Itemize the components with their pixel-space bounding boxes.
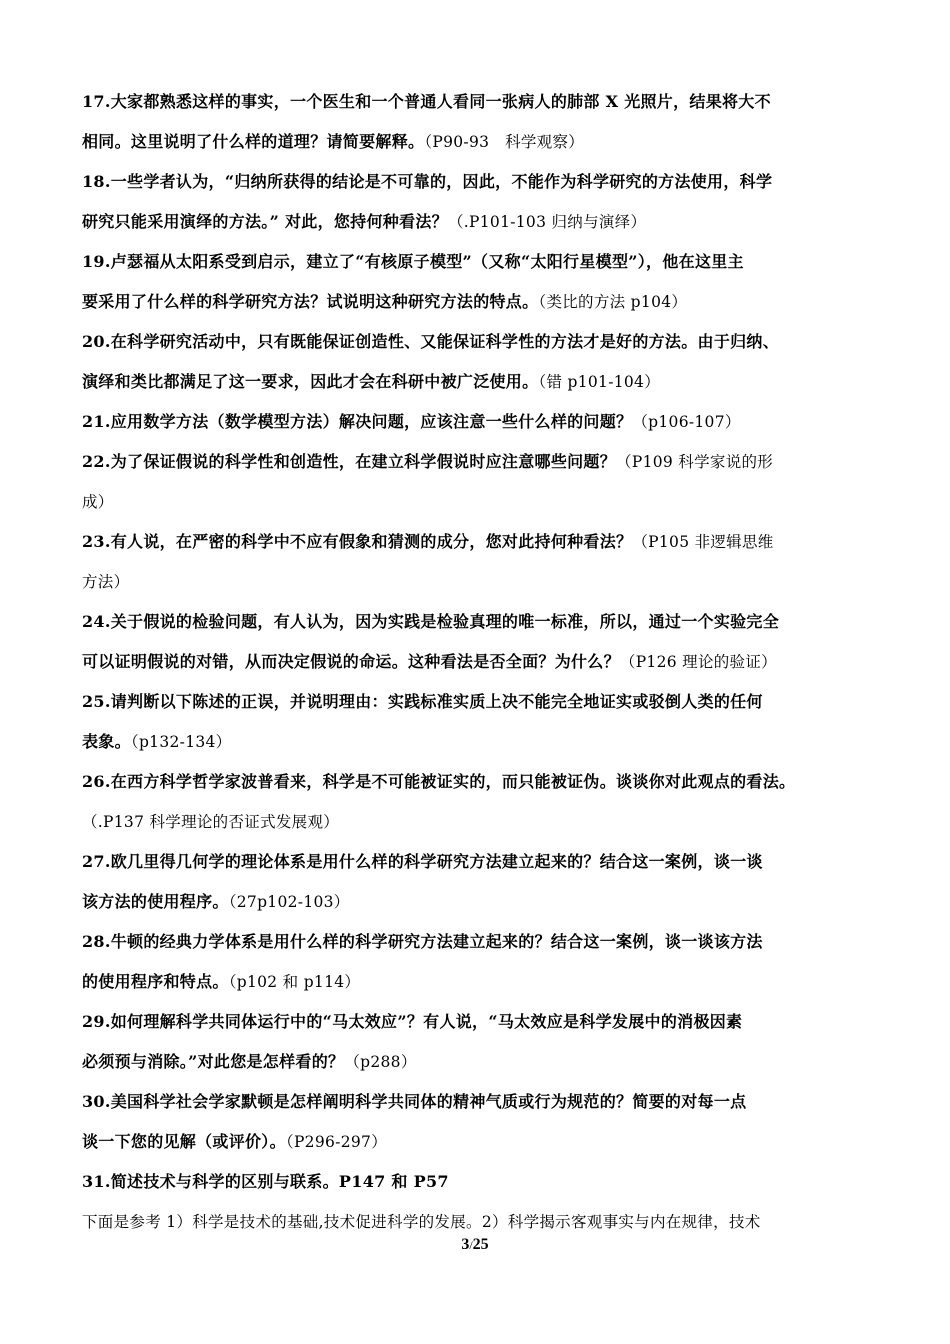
- text-line: [82, 682, 872, 722]
- question-text: 要采用了什么样的科学研究方法？试说明这种研究方法的特点。: [82, 292, 539, 311]
- text-line: [82, 402, 872, 442]
- text-line: [82, 1002, 872, 1042]
- text-line: [82, 322, 872, 362]
- question-text: 可以证明假说的对错，从而决定假说的命运。这种看法是否全面？为什么？: [82, 652, 620, 671]
- text-line: [82, 802, 872, 842]
- text-line: [82, 202, 872, 242]
- question-text: 19.卢瑟福从太阳系受到启示，建立了“有核原子模型”（又称“太阳行星模型”），他在这里主: [82, 252, 744, 271]
- question-text: 30.美国科学社会学家默顿是怎样阐明科学共同体的精神气质或行为规范的？简要的对每一点: [82, 1092, 747, 1111]
- text-line: [82, 362, 872, 402]
- question-text: 相同。这里说明了什么样的道理？请简要解释。: [82, 132, 425, 151]
- reference-note: （类比的方法 p104）: [538, 293, 688, 311]
- reference-note: （错 p101-104）: [538, 373, 661, 391]
- question-text: 17.大家都熟悉这样的事实，一个医生和一个普通人看同一张病人的肺部 X 光照片，结果将大不: [82, 92, 771, 111]
- page-separator: /: [469, 1238, 473, 1252]
- document-body: [82, 82, 872, 1242]
- text-line: [82, 1042, 872, 1082]
- text-line: [82, 482, 872, 522]
- text-line: [82, 882, 872, 922]
- text-line: [82, 162, 872, 202]
- question-text: 31.简述技术与科学的区别与联系。P147 和 P57: [82, 1172, 449, 1191]
- text-line: [82, 762, 872, 802]
- text-line: [82, 722, 872, 762]
- total-pages: 25: [472, 1236, 489, 1253]
- text-line: [82, 962, 872, 1002]
- text-line: [82, 442, 872, 482]
- question-text: 29.如何理解科学共同体运行中的“马太效应”？有人说，“马太效应是科学发展中的消极因素: [82, 1012, 743, 1031]
- question-text: 该方法的使用程序。: [82, 892, 229, 911]
- question-text: 27.欧几里得几何学的理论体系是用什么样的科学研究方法建立起来的？结合这一案例，谈一谈: [82, 852, 763, 871]
- reference-note: （p288）: [344, 1053, 417, 1071]
- text-line: [82, 242, 872, 282]
- reference-note: （p132-134）: [130, 733, 232, 751]
- question-text: 22.为了保证假说的科学性和创造性，在建立科学假说时应注意哪些问题？: [82, 452, 617, 471]
- text-line: [82, 1122, 872, 1162]
- text-line: [82, 842, 872, 882]
- text-line: [82, 522, 872, 562]
- reference-note: （P126 理论的验证）: [619, 653, 777, 671]
- question-text: 21.应用数学方法（数学模型方法）解决问题，应该注意一些什么样的问题？: [82, 412, 633, 431]
- text-line: [82, 122, 872, 162]
- text-line: [82, 1082, 872, 1122]
- reference-note: （27p102-103）: [228, 893, 350, 911]
- text-line: [82, 602, 872, 642]
- text-line: [82, 82, 872, 122]
- reference-note: （.P101-103 归纳与演绎）: [447, 213, 647, 231]
- question-text: 18.一些学者认为，“归纳所获得的结论是不可靠的，因此，不能作为科学研究的方法使用，科学: [82, 172, 773, 191]
- reference-note: 成）: [82, 493, 114, 511]
- question-text: 研究只能采用演绎的方法。” 对此，您持何种看法？: [82, 212, 448, 231]
- text-line: [82, 922, 872, 962]
- question-text: 必须预与消除。”对此您是怎样看的？: [82, 1052, 345, 1071]
- page-footer: [0, 1236, 950, 1254]
- question-text: 演绎和类比都满足了这一要求，因此才会在科研中被广泛使用。: [82, 372, 539, 391]
- text-line: [82, 642, 872, 682]
- question-text: 28.牛顿的经典力学体系是用什么样的科学研究方法建立起来的？结合这一案例，谈一谈该方法: [82, 932, 763, 951]
- reference-note: （.P137 科学理论的否证式发展观）: [82, 813, 340, 831]
- reference-note: （P296-297）: [285, 1133, 387, 1151]
- question-text: 26.在西方科学哲学家波普看来，科学是不可能被证实的，而只能被证伪。谈谈你对此观点的看法。: [82, 772, 796, 791]
- question-text: 谈一下您的见解（或评价）。: [82, 1132, 286, 1151]
- question-text: 23.有人说，在严密的科学中不应有假象和猜测的成分，您对此持何种看法？: [82, 532, 633, 551]
- current-page-number: 3: [461, 1236, 470, 1253]
- reference-note: （P109 科学家说的形: [616, 453, 774, 471]
- question-text: 表象。: [82, 732, 131, 751]
- text-line: [82, 1162, 872, 1202]
- text-line: [82, 562, 872, 602]
- question-text: 24.关于假说的检验问题，有人认为，因为实践是检验真理的唯一标准，所以，通过一个实验完全: [82, 612, 780, 631]
- question-text: 25.请判断以下陈述的正误，并说明理由：实践标准实质上决不能完全地证实或驳倒人类的任何: [82, 692, 763, 711]
- question-text: 20.在科学研究活动中，只有既能保证创造性、又能保证科学性的方法才是好的方法。由于归纳、: [82, 332, 780, 351]
- reference-note: （p102 和 p114）: [228, 973, 361, 991]
- reference-note: （p106-107）: [632, 413, 741, 431]
- reference-note: 方法）: [82, 573, 130, 591]
- question-text: 的使用程序和特点。: [82, 972, 229, 991]
- reference-note: （P105 非逻辑思维: [632, 533, 774, 551]
- reference-note: （P90-93 科学观察）: [424, 133, 585, 151]
- reference-note: 下面是参考 1）科学是技术的基础,技术促进科学的发展。2）科学揭示客观事实与内在规律，技术: [82, 1213, 761, 1231]
- text-line: [82, 282, 872, 322]
